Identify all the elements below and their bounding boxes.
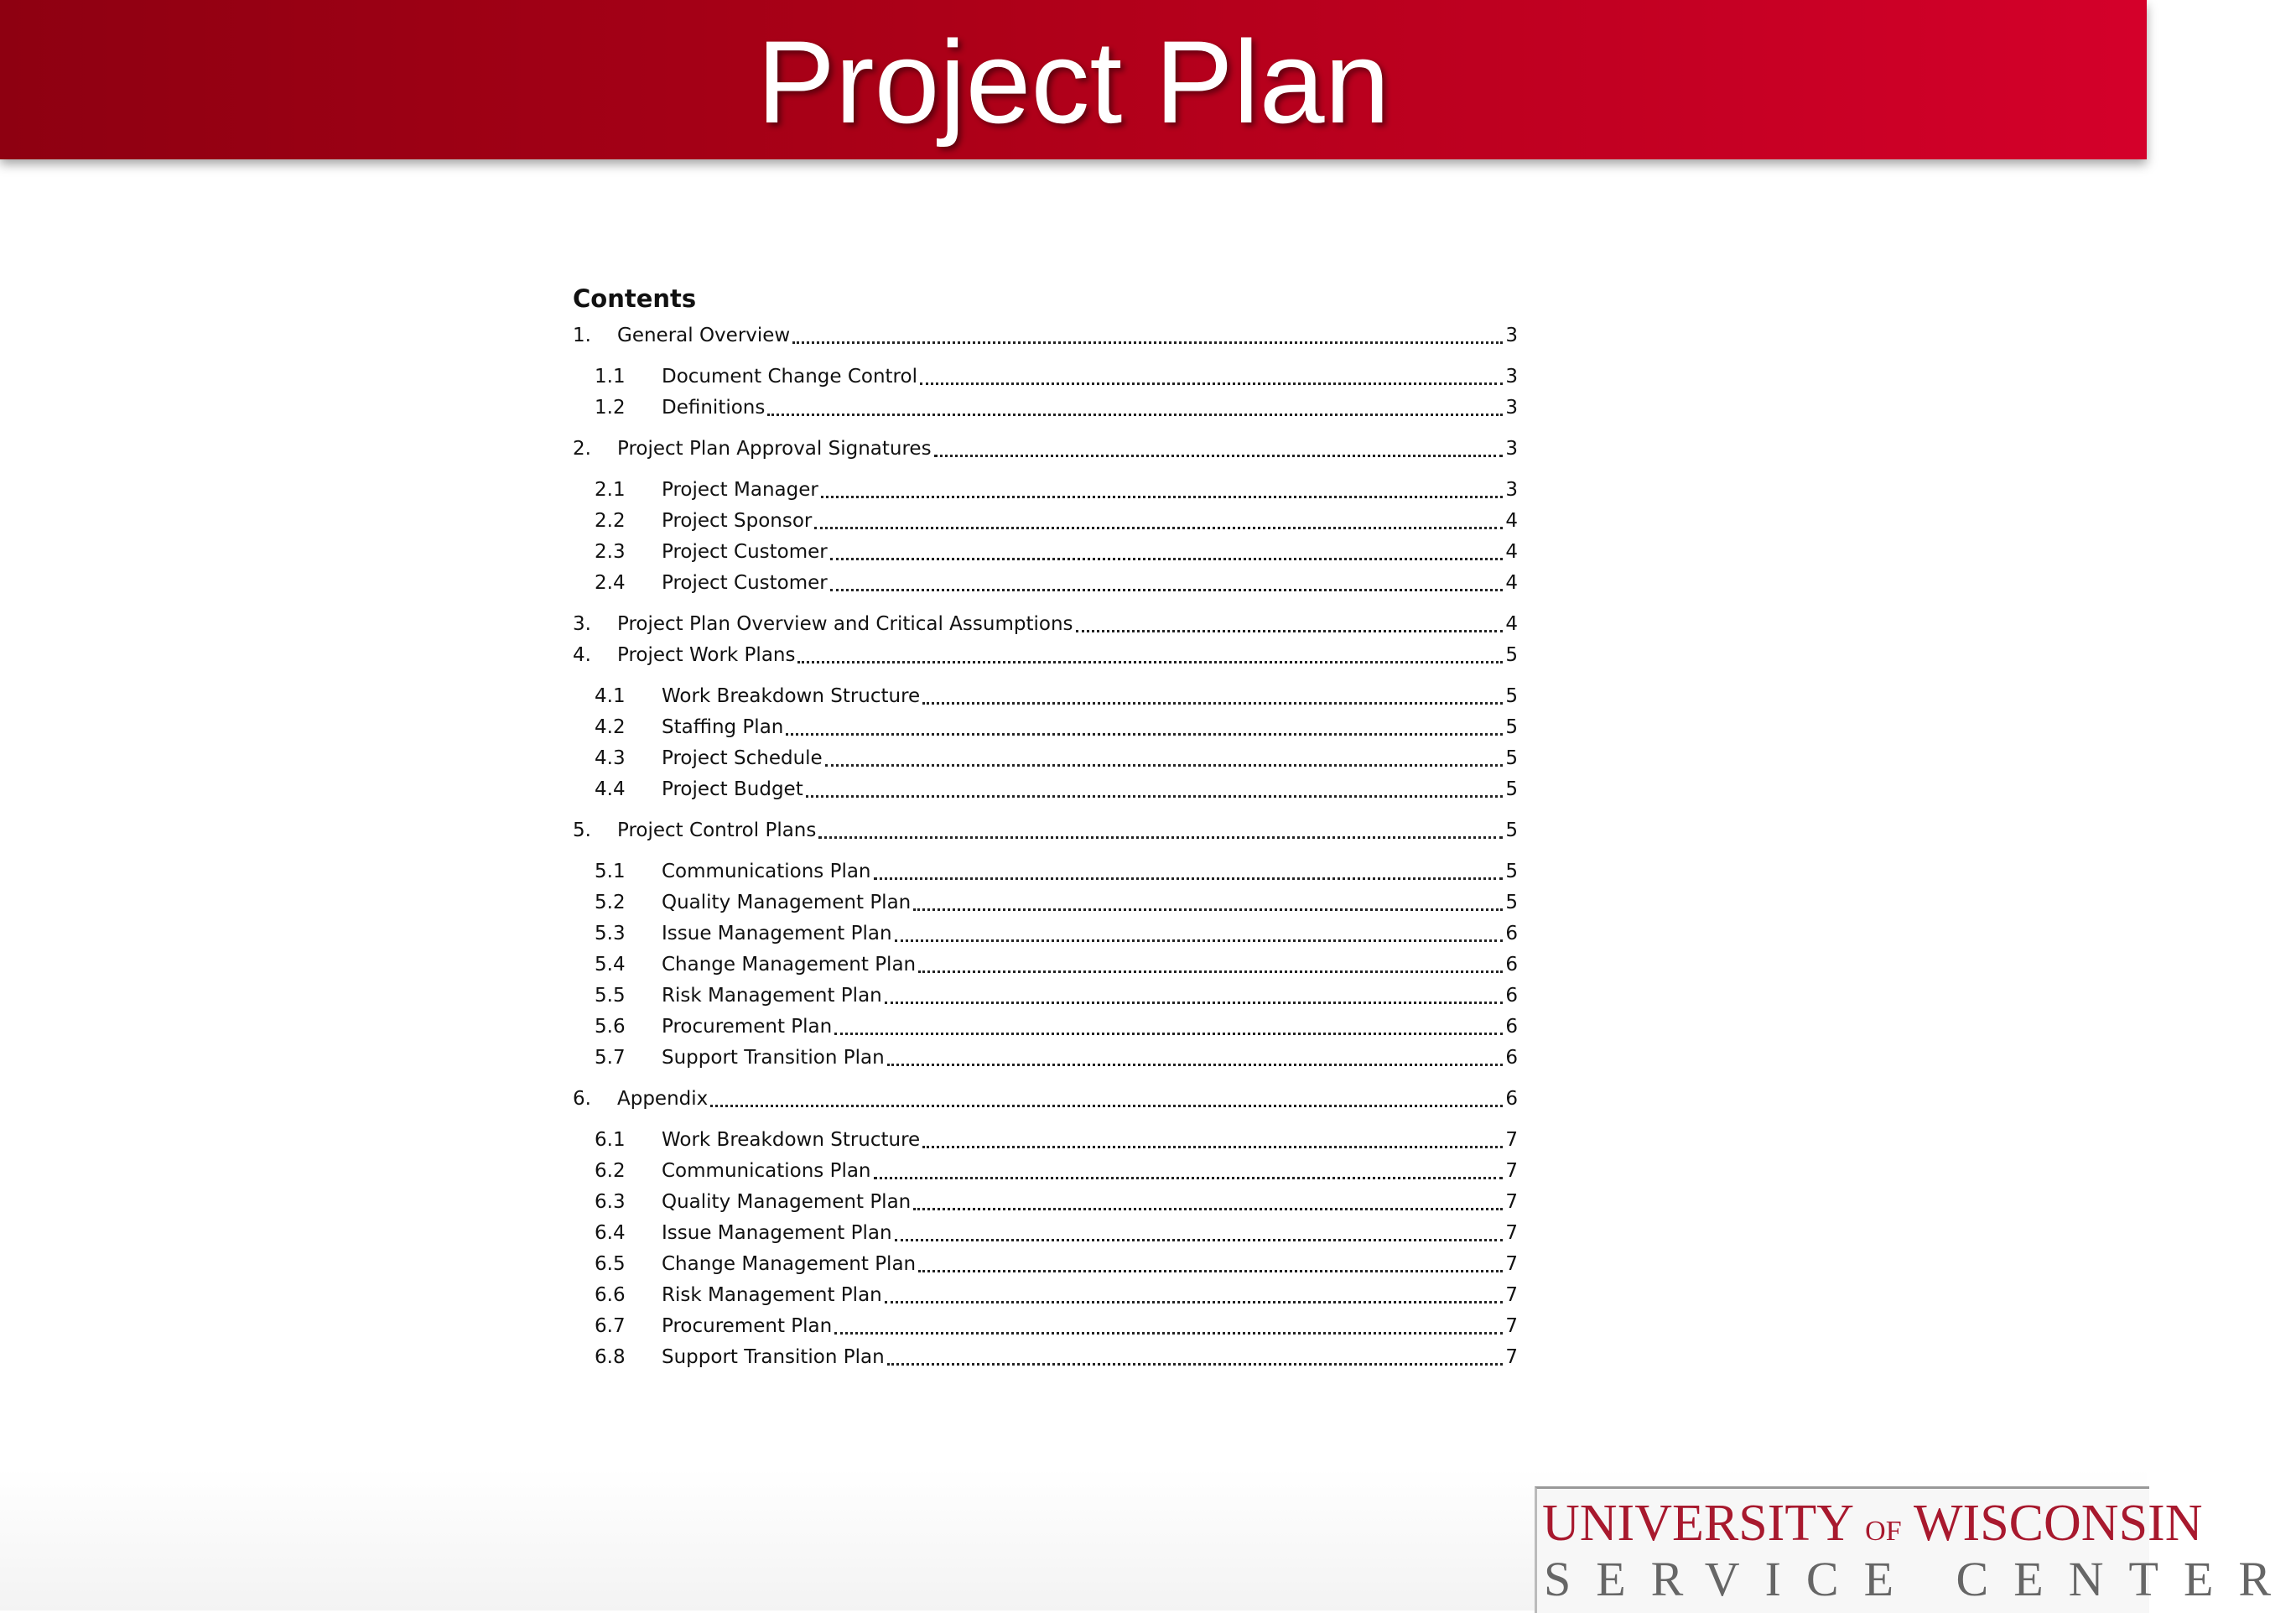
- toc-entry-number: 2.: [573, 438, 591, 460]
- toc-entry-number: 5.5: [595, 985, 626, 1007]
- toc-entry-title: Project Schedule: [662, 747, 823, 769]
- toc-entry-page: 6: [1505, 1088, 1518, 1110]
- toc-dot-leader: [814, 526, 1503, 529]
- toc-entry[interactable]: [573, 475, 1518, 506]
- toc-entry-page: 5: [1505, 892, 1518, 913]
- toc-entry-number: 4.: [573, 644, 591, 666]
- toc-entry-number: 6.7: [595, 1315, 626, 1337]
- toc-dot-leader: [830, 588, 1504, 591]
- toc-entry-page: 3: [1505, 479, 1518, 501]
- toc-entry[interactable]: [573, 1084, 1518, 1115]
- toc-entry-page: 7: [1505, 1346, 1518, 1368]
- toc-entry-page: 5: [1505, 747, 1518, 769]
- logo-word-wisconsin: WISCONSIN: [1914, 1495, 2203, 1552]
- toc-entry[interactable]: [573, 1342, 1518, 1373]
- toc-entry-page: 7: [1505, 1129, 1518, 1151]
- toc-entry[interactable]: [573, 568, 1518, 599]
- toc-entry-title: Appendix: [617, 1088, 709, 1110]
- toc-heading: Contents: [573, 284, 697, 313]
- toc-entry-title: Project Sponsor: [662, 510, 813, 532]
- toc-entry-page: 3: [1505, 366, 1518, 388]
- toc-entry-number: 4.1: [595, 685, 626, 707]
- toc-entry[interactable]: [573, 362, 1518, 393]
- toc-entry-number: 2.1: [595, 479, 626, 501]
- toc-entry[interactable]: [573, 320, 1518, 351]
- toc-entry-number: 3.: [573, 613, 591, 635]
- toc-entry[interactable]: [573, 1012, 1518, 1043]
- university-logo: [1535, 1486, 2296, 1613]
- toc-dot-leader: [830, 557, 1504, 560]
- toc-entry[interactable]: [573, 1125, 1518, 1156]
- toc-entry[interactable]: [573, 1187, 1518, 1218]
- toc-entry-page: 6: [1505, 1016, 1518, 1038]
- toc-entry-number: 5.: [573, 820, 591, 841]
- toc-entry[interactable]: [573, 537, 1518, 568]
- toc-entry-number: 2.3: [595, 541, 626, 563]
- toc-gap: [573, 805, 1518, 815]
- toc-entry-page: 5: [1505, 685, 1518, 707]
- toc-entry-page: 6: [1505, 923, 1518, 944]
- toc-entry-title: Support Transition Plan: [662, 1346, 885, 1368]
- toc-entry-page: 4: [1505, 613, 1518, 635]
- toc-entry-number: 2.2: [595, 510, 626, 532]
- toc-entry-number: 4.3: [595, 747, 626, 769]
- toc-entry-title: Project Customer: [662, 541, 828, 563]
- toc-entry-page: 4: [1505, 541, 1518, 563]
- toc-entry[interactable]: [573, 774, 1518, 805]
- toc-entry-number: 6.8: [595, 1346, 626, 1368]
- toc-dot-leader: [767, 413, 1503, 416]
- toc-entry-number: 2.4: [595, 572, 626, 594]
- toc-entry-title: Communications Plan: [662, 861, 871, 882]
- toc-entry-title: Project Plan Overview and Critical Assumptions: [617, 613, 1073, 635]
- toc-entry-number: 6.3: [595, 1191, 626, 1213]
- toc-dot-leader: [825, 763, 1504, 767]
- toc-entry-title: Quality Management Plan: [662, 1191, 912, 1213]
- toc-dot-leader: [874, 1176, 1504, 1179]
- toc-entry-title: Procurement Plan: [662, 1315, 833, 1337]
- toc-entry[interactable]: [573, 950, 1518, 981]
- toc-entry-number: 5.7: [595, 1047, 626, 1069]
- toc-dot-leader: [895, 939, 1504, 942]
- toc-list: [573, 320, 1518, 1373]
- toc-entry-title: Project Control Plans: [617, 820, 817, 841]
- page-title: Project Plan: [756, 16, 1390, 148]
- toc-entry-title: Risk Management Plan: [662, 1284, 882, 1306]
- title-banner: [0, 0, 2147, 159]
- toc-entry[interactable]: [573, 887, 1518, 918]
- toc-dot-leader: [887, 1362, 1504, 1366]
- toc-entry-number: 1.2: [595, 397, 626, 419]
- toc-dot-leader: [887, 1063, 1504, 1066]
- toc-entry[interactable]: [573, 918, 1518, 950]
- toc-entry[interactable]: [573, 1249, 1518, 1280]
- toc-dot-leader: [885, 1001, 1504, 1004]
- toc-entry-number: 6.5: [595, 1253, 626, 1275]
- toc-gap: [573, 1074, 1518, 1084]
- toc-entry[interactable]: [573, 815, 1518, 846]
- logo-line-1: [1542, 1496, 2202, 1559]
- toc-dot-leader: [913, 908, 1503, 911]
- toc-entry-number: 5.6: [595, 1016, 626, 1038]
- toc-entry[interactable]: [573, 681, 1518, 712]
- toc-entry[interactable]: [573, 434, 1518, 465]
- toc-entry[interactable]: [573, 609, 1518, 640]
- toc-entry-title: Quality Management Plan: [662, 892, 912, 913]
- toc-entry-title: Risk Management Plan: [662, 985, 882, 1007]
- toc-dot-leader: [934, 454, 1504, 457]
- toc-entry-number: 5.4: [595, 954, 626, 976]
- toc-entry[interactable]: [573, 856, 1518, 887]
- toc-entry-page: 5: [1505, 861, 1518, 882]
- toc-entry-number: 6.2: [595, 1160, 626, 1182]
- toc-entry-title: Project Manager: [662, 479, 818, 501]
- toc-entry-title: General Overview: [617, 325, 791, 346]
- toc-entry-page: 5: [1505, 778, 1518, 800]
- toc-entry-page: 6: [1505, 985, 1518, 1007]
- toc-gap: [573, 599, 1518, 609]
- toc-dot-leader: [834, 1032, 1503, 1035]
- toc-entry-page: 7: [1505, 1315, 1518, 1337]
- toc-entry-number: 5.3: [595, 923, 626, 944]
- toc-dot-leader: [834, 1331, 1503, 1335]
- toc-dot-leader: [797, 660, 1503, 663]
- toc-gap: [573, 351, 1518, 362]
- toc-dot-leader: [922, 701, 1503, 705]
- toc-entry-page: 3: [1505, 438, 1518, 460]
- toc-entry-page: 7: [1505, 1191, 1518, 1213]
- toc-entry-number: 6.1: [595, 1129, 626, 1151]
- toc-entry-page: 5: [1505, 716, 1518, 738]
- toc-entry-page: 7: [1505, 1284, 1518, 1306]
- toc-dot-leader: [918, 1269, 1503, 1272]
- toc-entry-page: 5: [1505, 644, 1518, 666]
- toc-entry-number: 6.6: [595, 1284, 626, 1306]
- toc-entry-number: 6.: [573, 1088, 591, 1110]
- logo-line-2: SERVICE CENTER: [1544, 1552, 2296, 1606]
- toc-entry-number: 4.2: [595, 716, 626, 738]
- toc-dot-leader: [913, 1207, 1503, 1210]
- toc-entry-number: 6.4: [595, 1222, 626, 1244]
- toc-entry-title: Document Change Control: [662, 366, 917, 388]
- toc-entry-title: Definitions: [662, 397, 766, 419]
- logo-word-university: UNIVERSITY: [1542, 1495, 1852, 1552]
- toc-entry[interactable]: [573, 743, 1518, 774]
- toc-entry-title: Staffing Plan: [662, 716, 784, 738]
- toc-entry-number: 1.: [573, 325, 591, 346]
- toc-gap: [573, 1115, 1518, 1125]
- toc-entry-title: Change Management Plan: [662, 1253, 917, 1275]
- toc-entry[interactable]: [573, 393, 1518, 424]
- toc-dot-leader: [1076, 629, 1504, 632]
- table-of-contents: [573, 277, 1518, 1373]
- toc-entry[interactable]: [573, 712, 1518, 743]
- toc-entry-page: 6: [1505, 954, 1518, 976]
- toc-entry[interactable]: [573, 1156, 1518, 1187]
- toc-entry-title: Work Breakdown Structure: [662, 685, 921, 707]
- toc-dot-leader: [874, 877, 1504, 880]
- toc-dot-leader: [895, 1238, 1504, 1241]
- toc-entry-number: 5.1: [595, 861, 626, 882]
- toc-entry-page: 4: [1505, 510, 1518, 532]
- toc-entry-page: 3: [1505, 397, 1518, 419]
- toc-entry-title: Change Management Plan: [662, 954, 917, 976]
- toc-entry-page: 6: [1505, 1047, 1518, 1069]
- toc-entry-title: Communications Plan: [662, 1160, 871, 1182]
- toc-entry-page: 5: [1505, 820, 1518, 841]
- toc-entry[interactable]: [573, 1280, 1518, 1311]
- toc-entry-page: 7: [1505, 1253, 1518, 1275]
- toc-entry-title: Work Breakdown Structure: [662, 1129, 921, 1151]
- toc-entry-title: Support Transition Plan: [662, 1047, 885, 1069]
- toc-entry-title: Procurement Plan: [662, 1016, 833, 1038]
- toc-dot-leader: [821, 495, 1504, 498]
- toc-dot-leader: [786, 732, 1503, 736]
- logo-word-of: OF: [1865, 1516, 1902, 1547]
- toc-entry-title: Issue Management Plan: [662, 1222, 892, 1244]
- toc-dot-leader: [885, 1300, 1504, 1303]
- toc-gap: [573, 846, 1518, 856]
- toc-entry[interactable]: [573, 1311, 1518, 1342]
- toc-entry-number: 5.2: [595, 892, 626, 913]
- toc-entry-title: Project Plan Approval Signatures: [617, 438, 932, 460]
- toc-dot-leader: [806, 794, 1504, 798]
- toc-dot-leader: [918, 970, 1503, 973]
- toc-entry[interactable]: [573, 981, 1518, 1012]
- toc-dot-leader: [920, 382, 1503, 385]
- toc-entry-page: 7: [1505, 1160, 1518, 1182]
- toc-dot-leader: [922, 1145, 1503, 1148]
- toc-entry[interactable]: [573, 1043, 1518, 1074]
- toc-entry-number: 1.1: [595, 366, 626, 388]
- toc-gap: [573, 424, 1518, 434]
- toc-entry-title: Issue Management Plan: [662, 923, 892, 944]
- toc-gap: [573, 465, 1518, 475]
- toc-gap: [573, 671, 1518, 681]
- toc-entry[interactable]: [573, 506, 1518, 537]
- toc-entry[interactable]: [573, 1218, 1518, 1249]
- toc-entry-title: Project Work Plans: [617, 644, 796, 666]
- toc-entry-title: Project Budget: [662, 778, 803, 800]
- toc-entry-title: Project Customer: [662, 572, 828, 594]
- toc-entry-page: 4: [1505, 572, 1518, 594]
- toc-entry[interactable]: [573, 640, 1518, 671]
- toc-entry-page: 7: [1505, 1222, 1518, 1244]
- toc-dot-leader: [818, 835, 1503, 839]
- toc-entry-page: 3: [1505, 325, 1518, 346]
- toc-dot-leader: [710, 1104, 1503, 1107]
- toc-dot-leader: [792, 341, 1503, 344]
- toc-entry-number: 4.4: [595, 778, 626, 800]
